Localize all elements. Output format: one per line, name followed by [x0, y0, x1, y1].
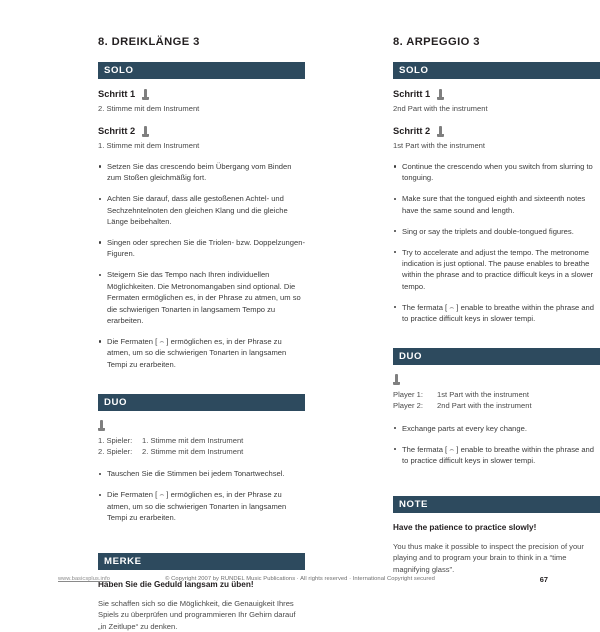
column-german: [98, 36, 305, 632]
instrument-icon: [393, 374, 400, 385]
instrument-icon: [142, 126, 149, 137]
list-item: Make sure that the tongued eighth and sixteenth notes have the same sound and length.: [393, 193, 600, 216]
step-1-sub-german: 2. Stimme mit dem Instrument: [98, 104, 200, 113]
section-bar-duo-german: DUO: [98, 394, 305, 411]
section-bar-solo-english: SOLO: [393, 62, 600, 79]
duo-instrument-icon-row-english: [393, 374, 600, 386]
footer-website-link[interactable]: www.basicsplus.info: [58, 576, 110, 582]
note-heading-english: Have the patience to practice slowly!: [393, 523, 537, 532]
duo-bullet-list-english: [393, 423, 600, 467]
step-2-sub-english: 1st Part with the instrument: [393, 141, 486, 150]
duo-line: [393, 400, 600, 411]
duo-line: [98, 446, 305, 457]
footer-copyright: © Copyright 2007 by RUNDEL Music Publications · All rights reserved · International Copyright secured: [165, 576, 435, 582]
list-item: Die Fermaten [ ⌢ ] ermöglichen es, in der Phrase zu atmen, um so die schwierigen Tonarten in langsamen Tempi zu erarbeiten.: [98, 336, 305, 370]
page-title-english: 8. ARPEGGIO 3: [393, 36, 480, 48]
list-item: Sing or say the triplets and double-tongued figures.: [393, 226, 600, 237]
list-item: Die Fermaten [ ⌢ ] ermöglichen es, in der Phrase zu atmen, um so die schwierigen Tonarten in langsamen Tempi zu erarbeiten.: [98, 489, 305, 523]
step-2-label-german: Schritt 2: [98, 126, 136, 136]
section-bar-solo-german: SOLO: [98, 62, 305, 79]
list-item: The fermata [ ⌢ ] enable to breathe within the phrase and to practice difficult keys in slower tempi.: [393, 302, 600, 325]
list-item: Tauschen Sie die Stimmen bei jedem Tonartwechsel.: [98, 468, 305, 479]
step-1-german: [98, 88, 305, 100]
solo-bullet-list-german: [98, 161, 305, 370]
page-title-german: 8. DREIKLÄNGE 3: [98, 36, 200, 48]
step-2-german: [98, 125, 305, 137]
two-column-layout: [0, 36, 600, 632]
duo-player-part: 1st Part with the instrument: [437, 389, 530, 399]
section-bar-duo-english: DUO: [393, 348, 600, 365]
step-1-english: [393, 88, 600, 100]
step-2-english: [393, 125, 600, 137]
list-item: The fermata [ ⌢ ] enable to breathe within the phrase and to practice difficult keys in slower tempi.: [393, 444, 600, 467]
duo-player-part: 2. Stimme mit dem Instrument: [142, 447, 244, 456]
instrument-icon: [437, 126, 444, 137]
step-1-sub-english: 2nd Part with the instrument: [393, 104, 488, 113]
column-english: [393, 36, 600, 632]
duo-player-label: 2. Spieler:: [98, 447, 133, 456]
list-item: Exchange parts at every key change.: [393, 423, 600, 434]
duo-parts-german: [98, 435, 305, 458]
duo-player-part: 1. Stimme mit dem Instrument: [142, 435, 244, 445]
duo-instrument-icon-row-german: [98, 420, 305, 432]
list-item: Singen oder sprechen Sie die Triolen- bzw. Doppelzungen-Figuren.: [98, 237, 305, 260]
note-body-german: Sie schaffen sich so die Möglichkeit, die Genauigkeit Ihres Spiels zu überprüfen und programmieren Ihr Gehirn darauf „in Zeitlupe“ zu denken.: [98, 599, 296, 631]
page-footer: [0, 576, 600, 588]
instrument-icon: [98, 420, 105, 431]
duo-line: [98, 435, 305, 446]
list-item: Try to accelerate and adjust the tempo. The metronome indication is just optional. The pause enables to breathe within the phrase and to practice difficult keys in a slower tempo.: [393, 247, 600, 293]
section-bar-merke-german: MERKE: [98, 553, 305, 570]
duo-parts-english: [393, 389, 600, 412]
duo-line: [393, 389, 600, 400]
section-bar-note-english: NOTE: [393, 496, 600, 513]
duo-bullet-list-german: [98, 468, 305, 523]
page-number: 67: [539, 575, 548, 584]
duo-player-label: 1. Spieler:: [98, 435, 133, 445]
step-1-label-german: Schritt 1: [98, 89, 136, 99]
step-1-label-english: Schritt 1: [393, 89, 431, 99]
note-body-english: You thus make it possible to inspect the precision of your playing and to program your brain to think in a “time magnifying glass”.: [393, 542, 584, 574]
list-item: Steigern Sie das Tempo nach Ihren individuellen Möglichkeiten. Die Metronomangaben sind optional. Die Fermaten ermöglichen es, in der Phrase zu atmen, um so die schwierigen Tonarten in langsamem Tempo zu erarbeiten.: [98, 269, 305, 326]
step-2-label-english: Schritt 2: [393, 126, 431, 136]
list-item: Achten Sie darauf, dass alle gestoßenen Achtel- und Sechzehntelnoten den gleichen Klang und die gleiche Länge beibehalten.: [98, 193, 305, 227]
note-heading-german: Haben Sie die Geduld langsam zu üben!: [98, 580, 254, 590]
duo-player-label: Player 2:: [393, 401, 423, 411]
instrument-icon: [437, 89, 444, 100]
list-item: Setzen Sie das crescendo beim Übergang vom Binden zum Stoßen gleichmäßig fort.: [98, 161, 305, 184]
duo-player-label: Player 1:: [393, 389, 423, 399]
list-item: Continue the crescendo when you switch from slurring to tonguing.: [393, 161, 600, 184]
solo-bullet-list-english: [393, 161, 600, 324]
duo-player-part: 2nd Part with the instrument: [437, 401, 532, 411]
step-2-sub-german: 1. Stimme mit dem Instrument: [98, 141, 200, 150]
instrument-icon: [142, 89, 149, 100]
